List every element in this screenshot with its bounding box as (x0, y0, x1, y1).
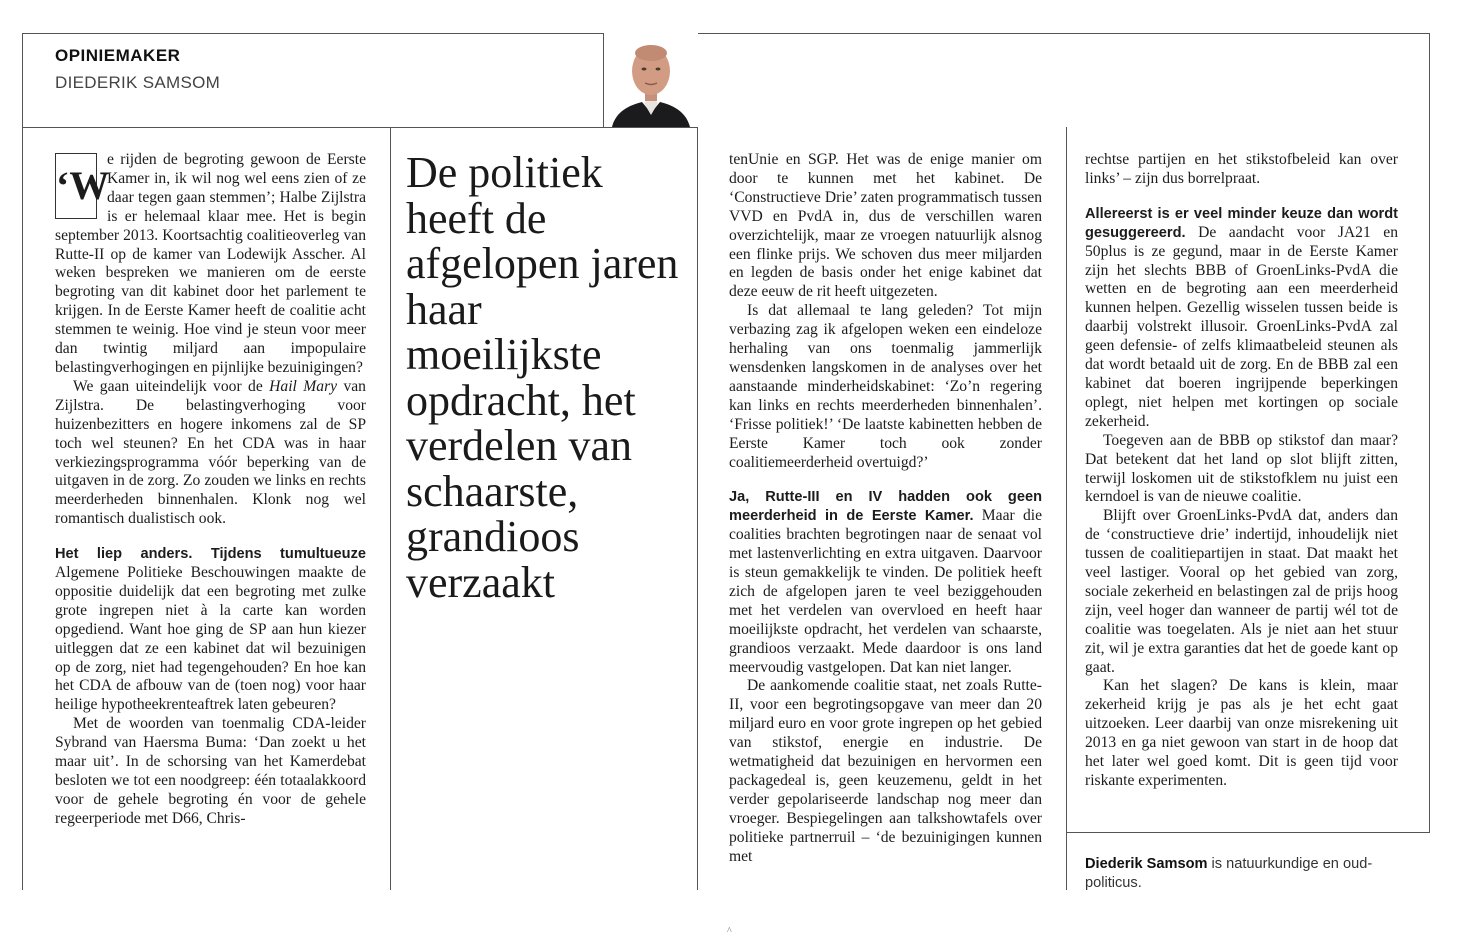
column-divider-2 (697, 33, 698, 890)
section-paragraph (1085, 205, 1398, 432)
portrait-image (604, 33, 698, 127)
paragraph (55, 378, 366, 529)
pull-quote: De politiek heeft de afgelopen jaren haar moeilijkste opdracht, het verdelen van schaarste, grandioos verzaakt (406, 148, 679, 607)
article-column-2 (729, 151, 1042, 867)
paragraph: Met de woorden van toenmalig CDA-leider Sybrand van Haersma Buma: ‘Dan zoekt u het maar uit’. In de schorsing van het Kamerdebat besloten we tot een noodgreep: één totaalakkoord voor de gehele begroting én voor de gehele regeerperiode met D66, Chris- (55, 715, 366, 827)
section-kicker: OPINIEMAKER (55, 46, 181, 65)
italic-term: Hail Mary (269, 377, 338, 395)
frame-left-border (22, 33, 23, 890)
section-paragraph (55, 545, 366, 715)
paragraph-text: Maar die coalities brachten begrotingen naar de senaat vol met lastenverlichting en extra uitgaven. Daarvoor is steun gemakkelijk te vinden. De politiek heeft zich de afgelopen jaren te veel beziggehouden met het verdelen van overvloed en heeft haar moeilijkste opdracht, het verdelen van schaarste, grandioos verzaakt. Mede daardoor is ons land meervoudig vastgelopen. Dat kan niet langer. (729, 507, 1043, 676)
section-paragraph (729, 488, 1042, 677)
column-divider-3 (1066, 127, 1067, 890)
paragraph: Blijft over GroenLinks-PvdA dat, anders dan de ‘constructieve drie’ indertijd, inhoudelijk niet tussen de coalitiepartijen in staat. Dat maakt het veel lastiger. Vooral op het gebied van zorg, sociale zekerheid en belastingen zal de prijs hoog zijn, veel hoger dan wanneer de partij wél tot de coalitie was toegelaten. Als je niet aan het stuur zit, wil je extra garanties dat het de goede kant op gaat. (1085, 507, 1398, 676)
frame-right-border (1429, 33, 1430, 833)
author-bio (1085, 855, 1405, 893)
article-column-3 (1085, 151, 1398, 791)
dropcap: ‘W (55, 153, 97, 219)
paragraph: De aankomende coalitie staat, net zoals Rutte-II, voor een begrotingsopgave van meer dan 20 miljard euro en voor grote ingrepen op het gebied van stikstof, energie en industrie. De wetmatigheid dat bezuinigen en hervormen een packagedeal is, geen keuzemenu, geldt in het verder gepolariseerde landschap nog meer dan vroeger. Bespiegelingen aan talkshowtafels over politieke partnerruil – ‘de bezuinigingen kunnen met (729, 677, 1042, 865)
paragraph-text: Algemene Politieke Beschouwingen maakte de oppositie duidelijk dat een begroting met zulke grote ingrepen niet à la carte kan worden opgediend. Want hoe ging de SP aan hun kiezer uitleggen dat ze een kabinet dat wil bezuinigen op de zorg, niet had tegengehouden? En hoe kan het CDA de afbouw van de (toen nog) voor haar heilige hypotheekrenteaftrek laten gebeuren? (55, 564, 366, 714)
column-divider-1 (390, 127, 391, 890)
paragraph-text: De aandacht voor JA21 en 50plus is ze gegund, maar in de Eerste Kamer zijn het slechts BBB of GroenLinks-PvdA die wetten en de begroting aan een meerderheid kunnen helpen. Gezellig wisselen tussen beide is daarbij volstrekt illusoir. GroenLinks-PvdA zal geen defensie- of zelfs klimaatbeleid steunen als dat wordt betaald uit de zorg. En de BBB zal een kabinet dat boeren ingrijpende beperkingen oplegt, niet helpen met kortingen op sociale zekerheid. (1085, 223, 1398, 430)
article-column-1 (55, 151, 366, 829)
lead-paragraph-text: e rijden de begroting gewoon de Eerste Kamer in, ik wil nog wel eens zien of ze daar tegen gaan stemmen’; Halbe Zijlstra is er helemaal klaar mee. Het is begin september 2013. Koortsachtig coalitieoverleg van Rutte-II op de kamer van Lodewijk Asscher. Al weken bespreken we manieren om de eerste begroting van dit kabinet door het parlement te krijgen. In de Eerste Kamer heeft de coalitie acht stemmen te weinig. Hoe vind je steun voor meer dan twintig miljard aan impopulaire belastingverhogingen en pijnlijke bezuinigingen? (55, 151, 366, 376)
paragraph: Toegeven aan de BBB op stikstof dan maar? Dat betekent dat het land op slot blijft zitten, terwijl loskomen uit de stikstofklem nu juist een kerndoel is van de nieuwe coalitie. (1085, 431, 1398, 506)
paragraph: tenUnie en SGP. Het was de enige manier om door te kunnen met het kabinet. De ‘Constructieve Drie’ zaten programmatisch tussen VVD en PvdA in, dus de verschillen waren overzichtelijk, maar ze vroegen natuurlijk alsnog een flinke prijs. We schoven dus meer miljarden en legden de basis onder het enige kabinet dat deze eeuw de rit heeft uitgezeten. (729, 151, 1042, 301)
section-lead: Ja, Rutte-III en IV hadden ook geen meerderheid in de Eerste Kamer. (729, 489, 1042, 525)
section-lead: Het liep anders. Tijdens tumultueuze (55, 546, 366, 563)
author-byline: DIEDERIK SAMSOM (55, 73, 221, 92)
frame-top-border (22, 33, 1430, 34)
bio-name: Diederik Samsom (1085, 856, 1208, 872)
page-mark: ^ (727, 926, 732, 937)
section-lead: Allereerst is er veel minder keuze dan wordt gesuggereerd. (1085, 205, 1398, 241)
author-portrait (603, 33, 698, 127)
paragraph: Is dat allemaal te lang geleden? Tot mijn verbazing zag ik afgelopen weken een eindeloze herhaling van ons toenmalig jammerlijk wensdenken langskomen in de analyses over het aanstaande minderheidskabinet: ‘Zo’n regering kan links en rechts meerderheden binnenhalen’. ‘Frisse politiek!’ ‘De laatste kabinetten hebben de Eerste Kamer toch ook zonder coalitiemeerderheid overtuigd?’ (729, 302, 1042, 471)
bio-text: is natuurkundige en oud-politicus. (1085, 856, 1373, 891)
lead-paragraph (55, 151, 366, 378)
paragraph: Kan het slagen? De kans is klein, maar zekerheid krijg je pas als je het echt gaat uitzoeken. Leer daarbij van onze misrekening uit 2013 en ga niet gewoon van start in de hoop dat het later wel goed komt. Dit is geen tijd voor riskante experimenten. (1085, 677, 1398, 789)
paragraph-text: van Zijlstra. De belastingverhoging voor huizenbezitters en hogere inkomens zal de SP toch wel steunen? En het CDA was in haar verkiezingsprogramma vóór beperking van de uitgaven in de zorg. Zo zouden we links en rechts meerderheden binnenhalen. Klonk nog wel romantisch dualistisch ook. (55, 377, 366, 528)
paragraph-text: We gaan uiteindelijk voor de (73, 377, 270, 395)
bio-divider (1067, 832, 1430, 833)
header-divider (22, 127, 698, 128)
paragraph: rechtse partijen en het stikstofbeleid kan over links’ – zijn dus borrelpraat. (1085, 151, 1398, 187)
